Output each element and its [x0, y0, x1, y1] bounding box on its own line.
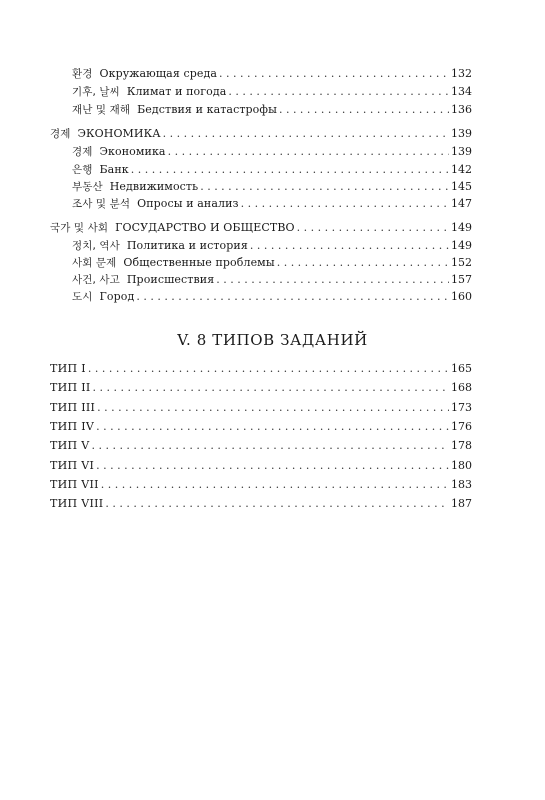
- dot-leader: [241, 197, 449, 211]
- russian-term: Недвижимость: [109, 180, 199, 193]
- toc-entry: [72, 163, 472, 177]
- dot-leader: [228, 85, 449, 99]
- toc-entry: [72, 239, 472, 253]
- type-label: ТИП I: [50, 362, 86, 375]
- page-number: 149: [451, 221, 472, 234]
- russian-term: Опросы и анализ: [137, 197, 239, 210]
- entry-label: [72, 145, 166, 159]
- korean-term: 도시: [72, 291, 93, 303]
- page-number: 152: [451, 256, 472, 269]
- russian-term: Общественные проблемы: [123, 256, 275, 269]
- type-entry: [50, 497, 472, 511]
- entry-label: [72, 256, 275, 270]
- entry-label: [72, 180, 198, 194]
- page-number: 136: [451, 103, 472, 116]
- page-number: 183: [451, 478, 472, 491]
- dot-leader: [96, 420, 449, 434]
- russian-term: Окружающая среда: [99, 67, 218, 80]
- russian-term: Политика и история: [126, 239, 248, 252]
- type-label: ТИП IV: [50, 420, 95, 433]
- type-entry: [50, 439, 472, 453]
- toc-entry: [72, 290, 472, 304]
- korean-term: 사회 문제: [72, 257, 117, 269]
- korean-term: 국가 및 사회: [50, 222, 109, 234]
- page-number: 132: [451, 67, 472, 80]
- type-label: ТИП VIII: [50, 497, 104, 510]
- dot-leader: [163, 127, 449, 141]
- dot-leader: [136, 290, 449, 304]
- korean-term: 환경: [72, 68, 93, 80]
- page-number: 149: [451, 239, 472, 252]
- dot-leader: [97, 401, 449, 415]
- korean-term: 재난 및 재해: [72, 104, 131, 116]
- dot-leader: [88, 362, 449, 376]
- toc-entry: [72, 67, 472, 81]
- russian-term: Бедствия и катастрофы: [137, 103, 277, 116]
- korean-term: 은행: [72, 164, 93, 176]
- russian-term: Экономика: [99, 145, 166, 158]
- toc-entry: [72, 256, 472, 270]
- dot-leader: [277, 256, 449, 270]
- dot-leader: [297, 221, 449, 235]
- page-number: 165: [451, 362, 472, 375]
- dot-leader: [250, 239, 449, 253]
- dot-leader: [91, 439, 449, 453]
- page-number: 176: [451, 420, 472, 433]
- russian-term: Город: [99, 290, 135, 303]
- page-number: 178: [451, 439, 472, 452]
- korean-term: 경제: [50, 128, 71, 140]
- toc-entry: [72, 197, 472, 211]
- page-number: 180: [451, 459, 472, 472]
- section-label: [50, 127, 161, 141]
- dot-leader: [219, 67, 449, 81]
- type-entry: [50, 478, 472, 492]
- entry-label: [72, 239, 248, 253]
- type-entry: [50, 420, 472, 434]
- korean-term: 부동산: [72, 181, 103, 193]
- russian-term: ЭКОНОМИКА: [77, 127, 161, 140]
- type-entry: [50, 381, 472, 395]
- dot-leader: [96, 459, 449, 473]
- toc-section-heading: [50, 127, 472, 141]
- entry-label: [72, 67, 217, 81]
- entry-label: [72, 197, 239, 211]
- toc-entry: [72, 145, 472, 159]
- type-label: ТИП VII: [50, 478, 99, 491]
- russian-term: Климат и погода: [126, 85, 227, 98]
- page-number: 173: [451, 401, 472, 414]
- entry-label: [72, 85, 226, 99]
- page-number: 139: [451, 127, 472, 140]
- korean-term: 조사 및 분석: [72, 198, 131, 210]
- type-label: ТИП VI: [50, 459, 95, 472]
- dot-leader: [216, 273, 449, 287]
- type-entry: [50, 362, 472, 376]
- type-entry: [50, 459, 472, 473]
- dot-leader: [101, 478, 449, 492]
- page-number: 142: [451, 163, 472, 176]
- dot-leader: [131, 163, 449, 177]
- page-number: 145: [451, 180, 472, 193]
- entry-label: [72, 273, 214, 287]
- toc-entry: [72, 273, 472, 287]
- russian-term: ГОСУДАРСТВО И ОБЩЕСТВО: [115, 221, 295, 234]
- dot-leader: [93, 381, 449, 395]
- entry-label: [72, 290, 134, 304]
- dot-leader: [200, 180, 449, 194]
- russian-term: Происшествия: [126, 273, 215, 286]
- page-number: 139: [451, 145, 472, 158]
- dot-leader: [105, 497, 449, 511]
- page-number: 160: [451, 290, 472, 303]
- toc-section-heading: [50, 221, 472, 235]
- page-number: 157: [451, 273, 472, 286]
- type-label: ТИП II: [50, 381, 91, 394]
- toc-entry: [72, 180, 472, 194]
- page-number: 187: [451, 497, 472, 510]
- page-number: 134: [451, 85, 472, 98]
- type-label: ТИП III: [50, 401, 96, 414]
- section-title: V. 8 ТИПОВ ЗАДАНИЙ: [177, 331, 368, 349]
- korean-term: 경제: [72, 146, 93, 158]
- section-label: [50, 221, 295, 235]
- dot-leader: [279, 103, 449, 117]
- type-entry: [50, 401, 472, 415]
- dot-leader: [168, 145, 449, 159]
- entry-label: [72, 103, 277, 117]
- korean-term: 사건, 사고: [72, 274, 120, 286]
- toc-entry: [72, 103, 472, 117]
- korean-term: 정치, 역사: [72, 240, 120, 252]
- type-label: ТИП V: [50, 439, 90, 452]
- entry-label: [72, 163, 129, 177]
- page-number: 168: [451, 381, 472, 394]
- page-number: 147: [451, 197, 472, 210]
- russian-term: Банк: [99, 163, 129, 176]
- toc-entry: [72, 85, 472, 99]
- korean-term: 기후, 날씨: [72, 86, 120, 98]
